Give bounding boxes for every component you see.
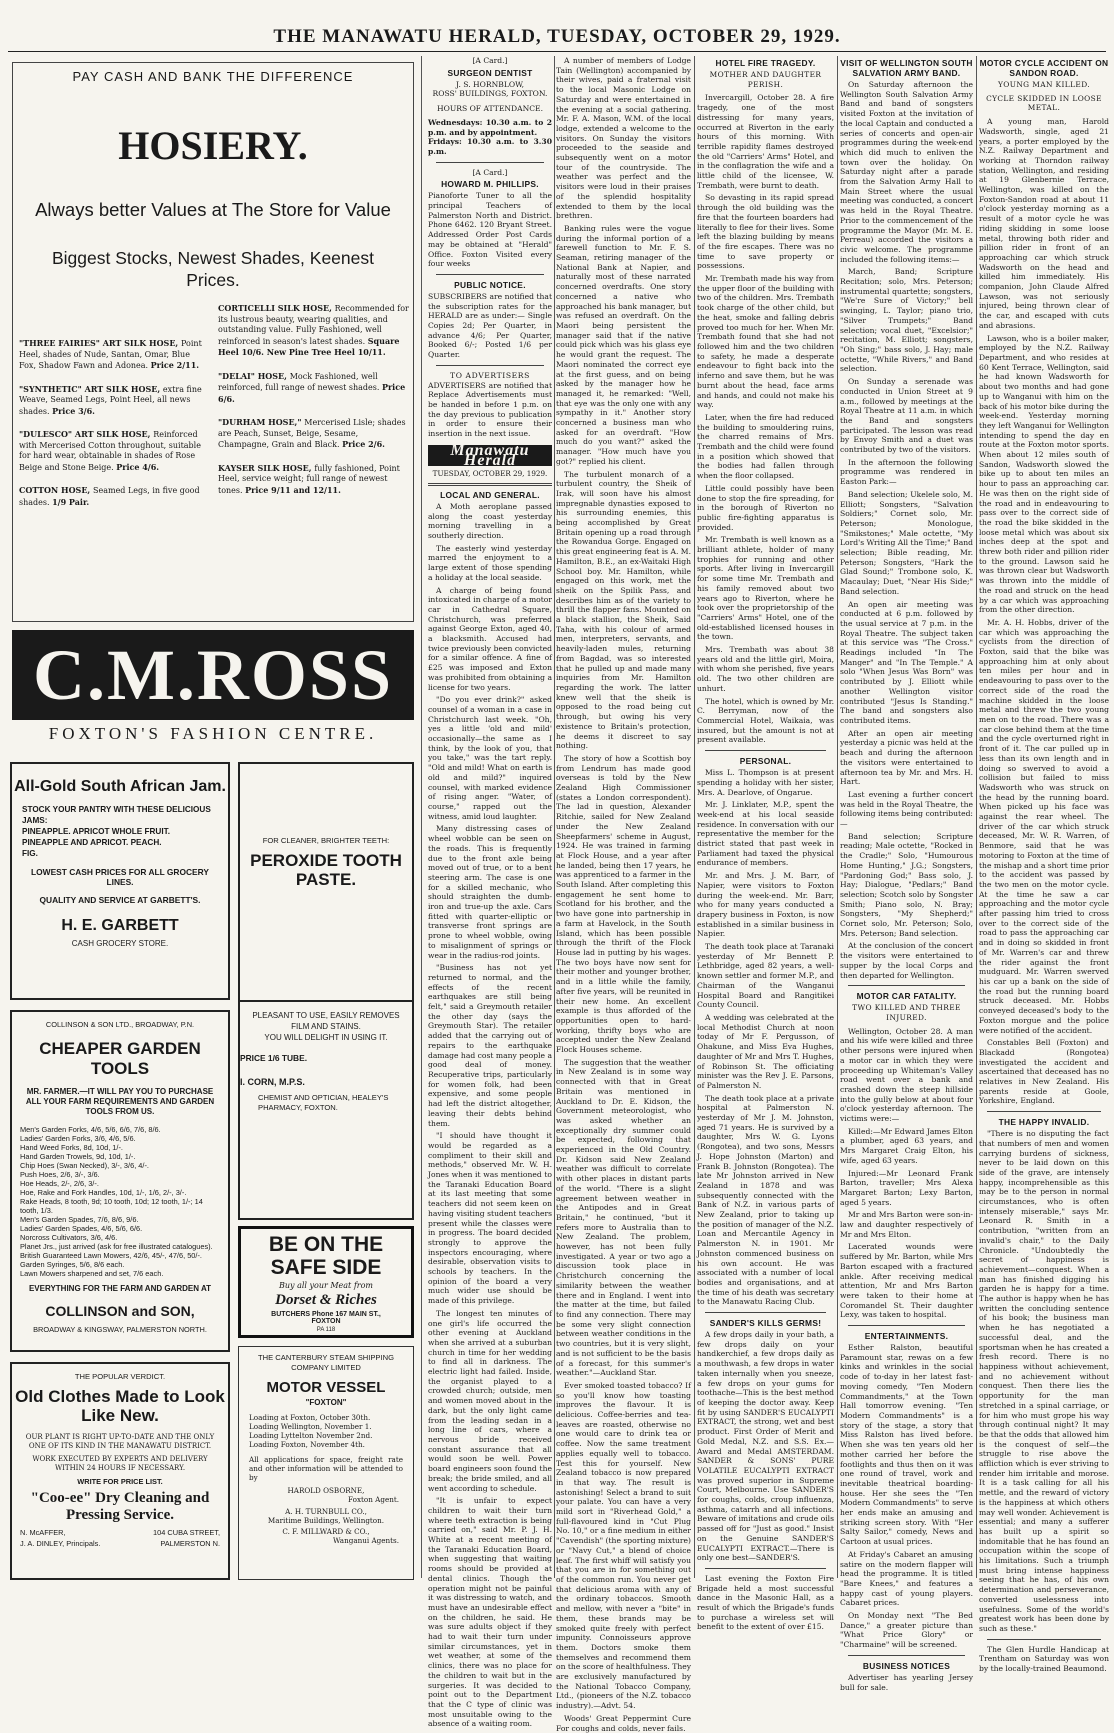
garden-item: British Guaranteed Lawn Mowers, 42/6, 45/-, 47/6, 50/-. [20,1251,202,1260]
peroxide-top: FOR CLEANER, BRIGHTER TEETH: [262,836,390,845]
card1-sub: J. S. HORNBLOW, [456,79,524,89]
hotel-fire-body [697,93,834,745]
garden-intro: MR. FARMER.—IT WILL PAY YOU TO PURCHASE ALL YOUR FARM REQUIREMENTS AND GARDEN TOOLS FROM US. [25,1087,215,1116]
local-general-body [428,502,552,1729]
garden-address: BROADWAY & KINGSWAY, PALMERSTON NORTH. [33,1325,207,1334]
hosiery-item [218,463,410,497]
news-paragraph: The death took place at a private hospital at Palmerston N. yesterday of Mr J. M. Johnston, aged 71 years. He is survived by a daughter, Mrs W. G. Lyons (Rongotea), and two sons, Messrs J. Hope Johnston (Marton) and Frank B. Johnston (Rongotea). The late Mr Johnston arrived in New Zealand in 1878 and was subsequently connected with the Bank of N.Z. in various parts of New Zealand, prior to taking up the position of manager of the N.Z. Loan and Mercantile Agency in Palmerston N. in 1901. Mr Johnston commenced business on his own account. He was associated with a number of local bodies and organisations, and at the time of his death was secretary to the Manawatu Racing Club. [697,1093,834,1307]
garden-item: Rake Heads, 8 tooth, 9d; 10 tooth, 10d; 12 tooth, 1/-; 14 tooth, 1/3. [20,1197,203,1215]
peroxide-seller: I. CORN, M.P.S. [240,1077,305,1087]
news-paragraph: A Moth aeroplane passed along the coast yesterday morning travelling in a southerly direction. [428,501,552,541]
hosiery-item-text: Reinforced with Mercerised Cotton throughout, suitable for hard wear, obtainable in shades of Rose Beige and Stone Beige. [19,430,201,472]
steam-vessel: "FOXTON" [305,1398,347,1407]
steam-agent3: C. F. MILLWARD & CO., [282,1527,370,1536]
steam-info: All applications for space, freight rate and other information will be attended to by [249,1455,403,1482]
hosiery-item-text: Mercerised Lisle; shades are Peach, Sunset, Beige, Sesame, Champagne, Grain and Black. [218,418,406,449]
news-paragraph: The turbulent monarch of a turbulent country, the Sheik of Irak, will soon have his almost impregnable dynasties exposed to his surrounding enemies, this being accomplished by Great Britain opening up a road through the Rowandua Gorge. Engaged on this great engineering feat is A. M. Hamilton, B.E., an ex-Waitaki High School boy. Mr. Hamilton, while engaged on this work, met the sheik on the Spilik Pass, and describes him as of the variety to thrill the flapper fans. Mounted on a black stallion, the Sheik, Said Taha, with his colour of armed men, interpreters, servants, and heavily-laden mules, returning from Bagdad, was so interested that he pulled up and made many inquiries from Mr. Hamilton regarding the work. The latter knew well that the sheik is opposed to the road being cut through, but owing his very existence to Britain's protection, he deems it discreet to say nothing. [556,469,691,751]
card2-name: HOWARD M. PHILLIPS. [441,179,539,190]
hosiery-item-price: Square Heel 10/6. New Pine Tree Heel 10/11. [218,335,400,357]
hosiery-item [19,338,209,372]
sanders-heading: SANDER'S KILLS GERMS! [709,1318,822,1329]
garden-item: Planet Jrs., just arrived (ask for free illustrated catalogues). [20,1242,213,1251]
column-rule [554,56,555,1578]
hosiery-item [218,303,410,359]
news-paragraph: Little could possibly have been done to stop the fire spreading, for in the borough of Riverton no public fire-fighting apparatus is provided. [697,483,834,532]
clothes-ad [10,1362,230,1580]
news-paragraph: A charge of being found intoxicated in charge of a motor car in Cathedral Square, Christchurch, was preferred against George Exton, aged 40, a blacksmith. Accused had twice previously been convicted for a similar offence. A fine of £25 was imposed and Exton was prohibited from obtaining a license for two years. [428,585,552,692]
column-3-body [556,56,691,1733]
news-paragraph: Lawson, who is a boiler maker, employed by the N.Z. Railway Department, and who resides at 60 Kent Terrace, Wellington, said he had known Wadsworth for about two months and had gone up to Wanganui with him on the back of his motor bike during the week-end. Yesterday morning they left Wanganui for Wellington intending to spend the day en route at the Foxton motor sports. When about 12 miles south of Sandon, Wadsworth slowed the bike up to about ten miles an hour to pass an approaching car. He was then on the right side of the road and in endeavouring to pass over to the correct side of the road the bike skidded in the loose metal which was about six inches deep at the spot and threw both rider and pillion rider to the ground. Lawson said he was thrown clear but Wadsworth was thrown into the middle of the road and struck on the head by a car which was approaching from the other direction. [979,333,1109,615]
garden-items [20,1125,220,1278]
news-paragraph: The story of how a Scottish boy from Lendrum has made good overseas is told by the New Zealand High Commissioner (states a London correspondent). The lad in question, Alexander Ritchie, sailed for New Zealand under the New Zealand Sheepfarmers' scheme in August, 1924. He was trained in farming at Flock House, and a year after he landed, being then 17 years, he was apprenticed to a farmer in the South Island. After completing this engagement he sent home to Scotland for his brother, and the two have gone into partnership in a farm at Havelock, in the South Island, which has been possible through the thrift of the Flock House lad in putting by his wages. The two boys have now sent for their mother and younger brother, and in a little while the family, after five years, will be reunited in their new home. An excellent example is thus afforded of the opportunities open to hard-working, thrifty boys who are accepted under the New Zealand Flock Houses scheme. [556,753,691,1055]
hosiery-item-price: Price 9/11 and 12/11. [245,484,341,495]
hotel-fire-subheading: MOTHER AND DAUGHTER PERISH. [709,70,822,89]
clothes-right2: PALMERSTON N. [160,1539,220,1548]
jam-ad [10,762,230,1000]
steam-title: MOTOR VESSEL [266,1379,386,1396]
clothes-left1: N. McAFFER, [20,1528,66,1537]
steam-agent1-sub: Foxton Agent. [348,1495,399,1504]
news-paragraph: Mrs. Trembath was about 38 years old and the little girl, Moira, with whom she perished, five years old. The two other children are unhurt. [697,645,834,693]
jam-line: PINEAPPLE. APRICOT WHOLE FRUIT. [22,827,170,836]
jam-title: All-Gold South African Jam. [14,778,226,795]
hosiery-item-price: Price 3/6. [52,405,95,416]
column-4 [697,56,834,1632]
fatality-body [840,1027,973,1320]
happy-invalid-heading: THE HAPPY INVALID. [998,1117,1090,1128]
news-paragraph: So devasting in its rapid spread through the old building was the fire that the fourteen boarders had literally to flee for their lives. Some left the blazing building by means of the fire escapes. There was no time to save property or possessions. [697,193,834,271]
clothes-l1: OUR PLANT IS RIGHT UP-TO-DATE AND THE ONLY ONE OF ITS KIND IN THE MANAWATU DISTRICT. [25,1433,215,1450]
hosiery-left-list [19,338,209,520]
steam-ad [238,1346,414,1580]
clothes-right1: 104 CUBA STREET, [153,1528,220,1537]
hosiery-ad [12,62,414,622]
motorcycle-sub2: CYCLE SKIDDED IN LOOSE METAL. [986,93,1102,113]
steam-agent1: HAROLD OSBORNE, [287,1486,365,1495]
peroxide-price: PRICE 1/6 TUBE. [240,1053,308,1063]
steam-schedule-line: Loading Foxton, November 4th. [249,1440,365,1449]
news-paragraph: Last evening a further concert was held in the Royal Theatre, the following items being contributed:— [840,789,973,829]
news-paragraph: At the conclusion of the concert the visitors were entertained to supper by the local Corps and then departed for Wellington. [840,941,973,980]
clothes-name: "Coo-ee" Dry Cleaning and Pressing Service. [30,1490,210,1523]
motorcycle-sub1: YOUNG MAN KILLED. [997,80,1091,89]
peroxide-line: YOU WILL DELIGHT IN USING IT. [264,1033,388,1042]
hosiery-item-text: extra fine Weave, Seamed Legs, Point Heel, all news shades. [19,384,202,416]
clothes-l2: WORK EXECUTED BY EXPERTS AND DELIVERY WITHIN 24 HOURS IF NECESSARY. [32,1455,208,1472]
steam-schedule-line: Loading Wellington, November 1. [249,1422,372,1431]
steam-agent3-sub: Wanganui Agents. [333,1536,399,1545]
column-6 [979,56,1109,1674]
news-paragraph: Later, when the fire had reduced the building to smouldering ruins, the charred remains of Mrs. Trembath and the child were found in a position which showed that the bodies had fallen through when the floor collapsed. [697,412,834,481]
news-paragraph: Esther Ralston, beautiful Paramount star, rewas on a few kinks and wrinkles in the social code of to-day in her latest fast-moving comedy, "Ten Modern Commandments," at the Town Hall tomorrow evening. "Ten Modern Commandments" is a story of the stage, a story that Miss Ralston has lived before. When she was ten years old her mother carried her before the footlights and thus then on it was one round of travel, work and inevitable theatrical boarding-house. Her she sees the "Ten Modern Commandments" to serve her ends make an amusing and striking screen story. With "Her Salty Sailor," comedy, News and Cartoon at usual prices. [840,1343,973,1547]
business-notice: Advertiser has yearling Jersey bull for sale. [840,1672,973,1692]
card2-text: Pianoforte Tuner to all the principal Teachers of Palmerston North and District. Phone 6462. 120 Bryant Street. Addressed Order Post Cards may be obtained at "Herald" Office. Foxton Visited every four weeks [428,191,552,269]
safe-detail: BUTCHERS Phone 167 MAIN ST., FOXTON [271,1311,381,1325]
advertisers-heading: TO ADVERTISERS [450,370,530,380]
paper-date: TUESDAY, OCTOBER 29, 1929. [432,469,548,479]
hosiery-item-text: Seamed Legs, in five good shades. [19,486,200,507]
motorcycle-body [979,117,1109,1106]
hosiery-item-text: fully fashioned, Point Heel, service weight; full range of newest tones. [218,463,400,495]
news-paragraph: On Sunday a serenade was conducted in Union Street at 9 a.m., followed by meetings at the Royal Theatre at 11 a.m. in which the Band and songsters participated. The lesson was read by Envoy Smith and a duet was contributed by two of the visitors. [840,377,973,455]
hosiery-sub: Biggest Stocks, Newest Shades, Keenest Prices. [52,248,374,290]
hosiery-item-price: Price 6/6. [218,382,406,404]
news-paragraph: Constables Bell (Foxton) and Blackadd (Rongotea) investigated the accident and ascertained that deceased has no relatives in New Zealand. His parents reside at Goole, Yorkshire, England. [979,1038,1109,1106]
news-paragraph: The hotel, which is owned by Mr. C. Berryman, now of the Commercial Hotel, Waikaia, was insured, but the amount is not at present available. [697,696,834,745]
news-paragraph: "It is unfair to expect children to wait their turn where teeth extraction is being carried on," said Mr. P. J. H. White at a recent meeting of the Taranaki Education Board, when suggesting that waiting rooms should be provided at dental clinics. Though the operation might not be painful it was distressing to watch, and must have an undesirable effect on the children, he said. He was sure adults object if they had to wait their turn under similar circumstances, yet in wet weather, at some of the clinics, there was no place for the children to wait but in the surgeries. It was decided to point out to the Department that the C type of clinic was most unsuitable owing to the absence of a waiting room. [428,1496,552,1729]
hosiery-item-price: 1/9 Pair. [52,496,90,507]
garden-item: Hoe Heads, 2/-, 2/6, 3/-. [20,1179,99,1188]
card1-label: [A Card.] [472,56,508,65]
hosiery-item [19,384,209,418]
hours-1: Wednesdays: 10.30 a.m. to 2 p.m. and by appointment. [428,117,552,137]
garden-item: Hand Garden Trowels, 9d, 10d, 1/-. [20,1152,136,1161]
garden-item: Hand Weed Forks, 8d, 10d, 1/-. [20,1143,123,1152]
peroxide-title: PEROXIDE TOOTH PASTE. [250,851,402,889]
news-paragraph: Injured:—Mr Leonard Frank Barton, traveller; Mrs Alexa Margaret Barton; Lexy Barton, aged 5 years. [840,1168,973,1207]
garden-item: Chip Hoes (Swan Necked), 3/-, 3/6, 4/-. [20,1161,149,1170]
news-paragraph: "Do you ever drink?" asked counsel of a woman in a case in Christchurch last week. "Oh, yes a little 'old and mild' occasionally—the same as I think, by the look of you, that you take," was the tart reply. "Old and mild! What on earth is old and mild?" inquired counsel, with marked evidence of rising anger. "Water, of course," rapped out the witness, amid loud laughter. [428,695,552,821]
column-5 [840,56,973,1692]
entertainments-heading: ENTERTAINMENTS. [864,1331,949,1342]
jam-line: FIG. [22,849,38,858]
garden-item: Ladies' Garden Spades, 4/6, 5/6, 6/6. [20,1224,143,1233]
hosiery-item-price: Price 4/6. [116,461,160,472]
entertainments-body [840,1343,973,1650]
news-paragraph: Mr. Trembath made his way from the upper floor of the building with two of the children. Mrs. Trembath took charge of the other child, but the heat, smoke and falling debris proved too much for her. When Mr. Trembath found that she had not followed him and the two children to safety, he made a desperate endeavour to fight back into the inferno and save them, but he was burnt about the head, face arms and hands, and could not make his way. [697,274,834,410]
hosiery-item-price: Price 2/11. [150,360,200,370]
news-paragraph: Mr. J. Linklater, M.P., spent the week-end at his local seaside residence. In conversation with our representative the member for the district stated that past week in Parliament had taxed the physical endurance of members. [697,800,834,868]
safe-firm: Dorset & Riches [275,1292,377,1308]
news-paragraph: Lacerated wounds were suffered by Mr. Barton, while Mrs Barton escaped with a fractured ankle. After receiving medical attention, Mr and Mrs Barton were taken to their home at Coromandel St. Their daughter Lexy, was taken to hospital. [840,1242,973,1320]
garden-item: Men's Garden Spades, 7/6, 8/6, 9/6. [20,1215,139,1224]
steam-schedule-line: Loading Lyttelton November 2nd. [249,1431,373,1440]
peroxide-ad-lower [238,1000,414,1220]
news-paragraph: Miss L. Thompson is at present spending a holiday with her sister, Mrs. A. Dearlove, of Ongarue. [697,768,834,797]
news-paragraph: On Monday next "The Bed Dance," a greater picture than "What Price Glory" or "Charmaine" will be screened. [840,1611,973,1650]
garden-item: Men's Garden Forks, 4/6, 5/6, 6/6, 7/6, 8/6. [20,1125,161,1134]
business-notices-heading: BUSINESS NOTICES [862,1660,951,1671]
news-paragraph: Mr. Trembath is well known as a brilliant athlete, holder of many trophies for running and other sports. After living in Invercargill for some time Mr. Trembath and his family removed about two years ago to Riverton, where he took over the proprietorship of the "Carriers' Arms" Hotel, one of the old-established licensed houses in the town. [697,535,834,642]
news-paragraph: "Business has not yet returned to normal, and the effects of the recent earthquakes are still being felt," said a Greymouth retailer the other day (says the Greymouth Star). The retailer added that the carrying out of repairs to the earthquake damage had cost many people a good deal of money. Recuperative trips, particularly for women folk, had been expensive, and some people had left the district altogether, leaving their debts behind them. [428,963,552,1128]
hosiery-banner: PAY CASH AND BANK THE DIFFERENCE [72,69,354,84]
jam-prices: LOWEST CASH PRICES FOR ALL GROCERY LINES. [31,867,209,887]
clothes-title: Old Clothes Made to Look Like New. [15,1387,225,1425]
news-paragraph: Banking rules were the vogue during the informal portion of a farewell function to Mr. F. S. Seaman, retiring manager of the National Bank at Napier, and naturally most of these narrated concerned overdrafts. One story concerned a native who approached his bank manager, but was refused an overdraft. On the Maori being persistent the manager said that if the native could pick which was his glass eye he would grant the request. The Maori nominated the correct eye at the first guess, and on being asked by the manager how he managed it, he remarked: "Well, that eye was the only one with any sympathy in it." Another story concerned a business man who asked for an overdraft. "How much do you want?" asked the manager. "How much have you got?" replied his client. [556,223,691,466]
ross-tagline: FOXTON'S FASHION CENTRE. [48,724,378,743]
garden-title: CHEAPER GARDEN TOOLS [39,1039,201,1078]
ross-logo: C.M.ROSS [12,630,414,720]
garden-item: Norcross Cultivators, 3/6, 4/6. [20,1233,118,1242]
garden-item: Push Hoes, 2/6, 3/-, 3/6. [20,1170,100,1179]
garden-ad [10,1010,230,1352]
news-paragraph: After an open air meeting yesterday a picnic was held at the beach and during the afternoon the visitors were entertained to afternoon tea by Mr. and Mrs. H. Hart. [840,728,973,787]
garden-everything: EVERYTHING FOR THE FARM AND GARDEN AT [28,1284,212,1293]
safe-buy: Buy all your Meat from [278,1281,374,1290]
jam-store-sub: CASH GROCERY STORE. [71,939,169,948]
personal-heading: PERSONAL. [739,756,792,767]
peroxide-line: PLEASANT TO USE, EASILY REMOVES FILM AND STAINS. [252,1011,400,1031]
jam-line: STOCK YOUR PANTRY WITH THESE DELICIOUS JAMS: [22,805,211,825]
public-notice-heading: PUBLIC NOTICE. [454,279,526,290]
salvation-army-body [840,80,973,980]
hosiery-item-name: "SYNTHETIC" ART SILK HOSE, [19,383,163,394]
garden-firm: COLLINSON and SON, [45,1303,195,1319]
jam-store: H. E. GARBETT [61,917,179,934]
hosiery-item-name: "DURHAM HOSE," [218,417,305,427]
news-paragraph: Ever smoked toasted tobacco? If so you'll know how toasting improves the flavour. It is delicious. Coffee-berries and tea-leaves are roasted, otherwise no one would care to drink tea or coffee. Now the same treatment applies equally well to tobacco. Test this for yourself. New Zealand tobacco is now prepared in that way. The result is astonishing! Select a brand to suit your palate. You can have a very mild sort in "Riverhead Gold," a full-flavoured kind in "Cut Plug No. 10," or a fine medium in either "Cavendish" (the sporting mixture) or "Navy Cut," a blend of choice leaf. The first whiff will satisfy you that you are in for something out of the common run. You never get that delicious aroma with any of the ordinary tobaccos. Smooth and mellow, with never a "bite" in them, these brands may be smoked quite freely with perfect impunity. Connoisseurs approve them. Doctors smoke them themselves and recommend them on the score of healthfulness. They are exclusively manufactured by the National Tobacco Company, Ltd., (pioneers of the N.Z. tobacco industry).—Advt. 54. [556,1380,691,1711]
fatality-subheading: TWO KILLED AND THREE INJURED. [852,1003,961,1022]
clothes-l3: WRITE FOR PRICE LIST. [77,1477,163,1486]
card1-building: ROSS' BUILDINGS, FOXTON. [432,89,548,99]
news-paragraph: The suggestion that the weather in New Zealand is in some way connected with that in Great Britain was mentioned in Auckland to Dr. E. Kidson, the Government meteorologist, who was asked whether an exceptionally dry summer could be expected, following that experienced in the Old Country. Dr. Kidson said New Zealand weather was difficult to correlate with other places in distant parts of the world. "There is a slight agreement between weather in the Antipodes and in Great Britain," he continued, "but it refers more to Australia than to New Zealand. The problem, however, has not been fully investigated. A year or two ago a discussion took place in Christchurch concerning the similarity between the weather there and in England. I went into the matter at the time, but failed to find any connection. There may be some very slight connection between weather conditions in the two countries, but it is very slight, and is not sufficient to be the basis of a forecast, for this summer's weather."—Auckland Star. [556,1057,691,1378]
news-paragraph: Invercargill, October 28. A fire tragedy, one of the most distressing for many years, occurred at Riverton in the early hours of this morning. With terrible rapidity flames destroyed the old "Carriers' Arms" Hotel, and in the conflagration the wife and a little child of the licensee, W. Trembath, were burnt to death. [697,93,834,190]
clothes-left2: J. A. DINLEY, Principals. [20,1539,101,1548]
garden-item: Lawn Mowers sharpened and set, 7/6 each. [20,1269,164,1278]
garden-item: Garden Syringes, 5/6, 8/6 each. [20,1260,125,1269]
fatality-heading: MOTOR CAR FATALITY. [856,991,957,1002]
news-paragraph: The longest ten minutes of one girl's life occurred the other evening at Auckland when she arrived at a suburban church in time for her wedding to find all in darkness. The electric light had failed. Inside, the organist played to a crowded church; outside, men and women moved about in the dark, but the only light came from the leading sedan in a long line of cars, where a nervous bride received constant assurance that all would soon be well. Power board engineers soon found the break; the bride smiled, and all went according to schedule. [428,1308,552,1493]
clothes-top: THE POPULAR VERDICT. [74,1372,166,1381]
hosiery-item [218,417,410,451]
happy-invalid-body: "There is no disputing the fact that numbers of men and women carrying burdens of sickness, never to be laid down on this side of the grave, are intensely happy, incomprehensible as this may be to the person in normal circumstances, who is often intensely miserable," says Mr. Leonard R. Smith in a contribution, "written from an invalid's chair," to the Daily Chronicle. "Undoubtedly the secret of happiness is achievement—conquest. When a man has finished digging his garden he is happy for a time. The author is happy when he has written the concluding sentence of his book; the business man when he has negotiated a successful deal, and the sportsman when he has created a fresh record. There is no happiness without achievement, and no achievement without conquest. Then there lies the opportunity for the man stretched in a spinal carriage, or for him who must grope his way through continual night? It may be that the odds that allowed him is the conquest of self—the struggle to rise above the affliction which is ever striving to render him irritable and morose. It is a task calling for all his mettle, and the reward of victory is the happiness at which others may well wonder. Achievement is essential; and many a sufferer has built up a spirit so indomitable that he has found an occupation within the scope of his limitations. Such a triumph must bring intense happiness seeing that he has, of his own determination and perseverance, converted uselessness into usefulness. Some of the world's greatest work has been done by such as these." [979,1129,1109,1633]
column-2 [428,56,552,1729]
news-paragraph: Mr. A. H. Hobbs, driver of the car which was approaching the cyclists from the direction of Foxton, said that the bike was approaching him at only about ten miles per hour and in endeavouring to pass over to the correct side of the road the machine skidded in the loose metal and threw the two young men on to the road. There was a car close behind them at the time and the cycle overturned right in front of it. The car pulled up in less than its own length and in doing so swerved to avoid a collision but failed to miss Wadsworth who was struck on the head by the running board. When picked up his face was against the rear wheel. The driver of the car which struck deceased, Mr. W. R. Warren, of Benmore, said that he was motoring to Foxton at the time of the mishap and a short time prior to the accident was passed by the two men on the motor cycle. At the time he saw a car approaching and the motor cycle after passing him tried to cross over to the correct side of the road to pass the approaching car and in doing so skidded in front of Mr. Warren's car and threw the rider against the front mudguard. Mr. Warren swerved his car up a bank on the side of the road but the running board struck deceased. Mr. Hobbs conveyed deceased's body to the Foxton morgue and the police were notified of the accident. [979,617,1109,1035]
hosiery-item [218,371,410,406]
news-paragraph: March, Band; Scripture Recitation; solo, Mrs. Peterson; instrumental quartette; songsters, "We're Sure of Victory;" bell swinging, L. Taylor; piano trio, "Silver Trumpets;" Band selection; vocal duet, "Excelsior;" recitation, M. Elliott; songsters, "Oh Sing;" bass solo, J. Hay; male octette, "While Rivers," and Band selection. [840,267,973,374]
news-paragraph: Mr and Mrs Barton were son-in-law and daughter respectively of Mr and Mrs Elton. [840,1210,973,1239]
hosiery-item-name: "DULESCO" ART SILK HOSE, [19,429,154,439]
news-paragraph: Woods' Great Peppermint Cure For coughs and colds, never fails. [556,1713,691,1733]
news-paragraph: A number of members of Lodge Tain (Wellington) accompanied by their wives, paid a fraternal visit to the local Masonic Lodge on Saturday and were entertained in the evening at a social gathering. Mr. F. A. Mason, W.M. of the local lodge, extended a welcome to the visitors. On Sunday the visitors proceeded to the seaside and subsequently went on a motor tour of the countryside. The weather was perfect and the visitors were loud in their praises of the splendid hospitality extended to them by the local brethren. [556,56,691,221]
safe-code: PA 118 [316,1327,336,1333]
news-paragraph: The death took place at Taranaki yesterday of Mr Bennett P. Lethbridge, aged 82 years, a well-known settler and former M.P., and Chairman of the Wanganui Hospital Board and Rangitikei County Council. [697,942,834,1010]
jam-line: PINEAPPLE AND APRICOT. PEACH. [22,838,162,847]
hosiery-item [19,485,209,508]
glen-hurdle-note: The Glen Hurdle Handicap at Trentham on Saturday was won by the locally-trained Beaumond. [979,1644,1109,1674]
public-notice: SUBSCRIBERS are notified that the subscription rates for the HERALD are as under:— Single Copies 2d; Per Quarter, in advance 4/6; Per Quarter, Booked 6/-; Posted 1/6 per Quarter. [428,291,552,360]
sanders-body: A few drops daily in your bath, a few drops daily on your handkerchief, a few drops daily as a mouthwash, a few drops in water taken internally when you sneeze, a few drops on your gums for toothache—This is the best method of keeping the doctor away. Keep fit by using SANDER'S EUCALYPTI EXTRACT, the strong, wet and best product. First Order of Merit and Gold Medal, N.Z. and S.S. Ex.—Award and Medal AMSTERDAM. SANDER & SONS' PURE VOLATILE EUCALYPTI EXTRACT was proved superior in Supreme Court, Melbourne. Use SANDER'S for coughs, colds, croup influenza, asthma, catarrh and all infections. Beware of imitations and crude oils passed off for "Just as good." Insist on the Genuine SANDER'S EUCALYPTI EXTRACT.—There is only one best—SANDER'S. [697,1330,834,1563]
hours-2: Fridays: 10.30 a.m. to 3.30 p.m. [428,137,552,156]
motorcycle-heading: MOTOR CYCLE ACCIDENT ON SANDON ROAD. [979,58,1109,78]
hosiery-item-text: Point Heel, shades of Nude, Santan, Omar, Blue Fox, Shadow Fawn and Adonea. [19,339,202,370]
paper-nameplate: Manawatu Herald [428,445,552,466]
news-paragraph: Band selection; Scripture reading; Male octette, "Rocked in the Cradle;" Solo, "Humourous Home Hunting," J.G.; Songsters, "Pardoning God;" Bass solo, J. Hay; Dialogue, "Pedlars;" Band selection; Scotch solo by Songster Smith; Piano solo, N. Bray; Songsters, "My Shepherd;" Cornet solo, Mr. Peterson; Solo, Mrs. Peterson; Band selection. [840,831,973,938]
news-paragraph: An open air meeting was conducted at 6 p.m. followed by the usual service at 7 p.m. in the Royal Theatre. The subject taken at this service was "The Cross." Readings included "In The Manger" and "In The Temple." A solo "When Jesus Was Born" was contributed by J. Elliott while another Wellington visitor contributed "Jesus Is Standing." The band and songsters also contributed items. [840,599,973,725]
salvation-army-heading: VISIT OF WELLINGTON SOUTH SALVATION ARMY BAND. [840,58,973,78]
top-rule [8,51,1106,52]
news-paragraph: On Saturday afternoon the Wellington South Salvation Army Band and band of songsters visited Foxton at the invitation of the local Captain and conducted a series of concerts and open-air programmes during the week-end which did much to enliven the town over the holiday. On Saturday night after a parade from the Salvation Army Hall to Main Street where the usual meeting was conducted, a concert was held in the Royal Theatre. Prior to the commencement of the programme the Mayor (Mr. M. E. Perreau) accorded the visitors a civic welcome. The programme included the following items:— [840,80,973,264]
hotel-fire-heading: HOTEL FIRE TRAGEDY. [715,58,816,68]
news-paragraph: Band selection; Ukelele solo, M. Elliott; Songsters, "Salvation Soldiers;" Cornet solo, Mr. Peterson; Monologue, "Smikstones;" Male octette, "My Lord's Writing All the Time;" Band selection; Bible reading, Mr. Peterson; Songsters, "Hark the Glad Sound;" Trombone solo, K. Macaulay; Duet, "Near His Side;" Band selection. [840,489,973,596]
hosiery-item-name: "THREE FAIRIES" ART SILK HOSE, [19,338,181,348]
news-paragraph: The easterly wind yesterday marred the enjoyment to a large extent of those spending a holiday at the local seaside. [428,543,552,582]
hosiery-title: HOSIERY. [118,123,308,168]
hosiery-right-list [218,303,410,508]
fire-brigade-note: Last evening the Foxton Fire Brigade held a most successful dance in the Masonic Hall, as a result of which the Brigade's funds to purchase a wireless set will benefit to the extent of over £15. [697,1573,834,1632]
hours-heading: HOURS OF ATTENDANCE. [436,104,543,114]
garden-item: Hoe, Rake and Fork Handles, 10d, 1/-, 1/6, 2/-, 3/-. [20,1188,187,1197]
news-paragraph: At Friday's Cabaret an amusing satire on the modern flapper will head the programme. It is titled "Bare Knees," and features a happy cast of young players. Cabaret prices. [840,1549,973,1608]
hosiery-item-price: Price 2/6. [342,439,385,449]
masthead: THE MANAWATU HERALD, TUESDAY, OCTOBER 29, 1929. [273,26,841,47]
news-paragraph: Mr. and Mrs. J. M. Barr, of Napier, were visitors to Foxton during the week-end. Mr. Barr, who for many years conducted a drapery business in Foxton, is now established in a similar business in Napier. [697,871,834,939]
local-general-heading: LOCAL AND GENERAL. [440,489,540,500]
peroxide-seller-sub: CHEMIST AND OPTICIAN, HEALEY'S PHARMACY, FOXTON. [258,1093,389,1112]
card2-label: [A Card.] [472,167,508,177]
hosiery-slogan: Always better Values at The Store for Value [35,199,391,220]
safe-side-ad [238,1226,414,1338]
steam-agent2-sub: Maritime Buildings, Wellington. [267,1516,385,1525]
jam-lines [22,804,218,859]
garden-top: COLLINSON & SON LTD., BROADWAY, P.N. [45,1020,195,1029]
jam-service: QUALITY AND SERVICE AT GARBETT'S. [39,895,201,905]
hosiery-item-name: CORTICELLI SILK HOSE, [218,303,335,313]
news-paragraph: Wellington, October 28. A man and his wife were killed and three other persons were injured when a motor car in which they were proceeding up Whiteman's Valley road went over a bank and crashed down the steep hillside into the gully below at about four o'clock yesterday afternoon. The victims were:— [840,1026,973,1124]
hosiery-item [19,429,209,473]
column-rule [694,56,695,1578]
column-rule [421,56,422,1578]
news-paragraph: Many distressing cases of wheel wobble can be seen on the roads. This is frequently due to the front axle being moved out of true, or to a bent steering arm. The case is one for a skilled mechanic, who should straighten the dumb-iron and true-up the axle. Cars fitted with quarter-elliptic or transverse front springs are prone to wheel wobble, owing to misalignment of springs or wear in the radius-rod joints. [428,824,552,960]
garden-item: Ladies' Garden Forks, 3/6, 4/6, 5/6. [20,1134,136,1143]
hosiery-item-text: Recommended for its lustrous beauty, wearing qualities, and outstanding value. Fully Fashioned, well reinforced in season's latest shades. [218,304,409,346]
advertisers-notice: ADVERTISERS are notified that Replace Advertisements must be handed in before 1 p.m. on the day previous to publication in order to ensure their insertion in the next issue. [428,380,552,439]
peroxide-ad [238,762,414,1002]
safe-title: BE ON THE SAFE SIDE [268,1233,384,1279]
hosiery-item-name: COTTON HOSE, [19,485,93,495]
hosiery-item-text: Mock Fashioned, well reinforced, full range of newest shades. [218,371,382,392]
news-paragraph: A young man, Harold Wadsworth, single, aged 21 years, a porter employed by the N.Z. Railway Department and working at Thorndon railway station, Wellington, and residing at 19 Glenbernie Terrace, Wellington, was killed on the Foxton-Sandon road at about 11 o'clock yesterday morning as a result of a motor cycle he was riding skidding in some loose metal, throwing both rider and pillion rider in front of an approaching car which struck Wadsworth on the head and killed him immediately. His companion, John Claude Alfred Lawson, was not seriously injured, being thrown clear of the car, and escaped with cuts and abrasions. [979,117,1109,330]
news-paragraph: "I should have thought it would be regarded as a compliment to their skill and methods," observed Mr. W. H. Jones when it was mentioned to the Taranaki Education Board at its last meeting that some teachers did not seem keen on having visiting student teachers present while the classes were in progress. The board decided strongly to approve the inspectors encouraging, where desirable, observation visits to schools by teachers. In the opinion of the board a very much wider use should be made of this privilege. [428,1131,552,1306]
news-paragraph: Killed:—Mr Edward James Elton a plumber, aged 63 years, and Mrs Margaret Craig Elton, his wife, aged 63 years. [840,1126,973,1165]
steam-schedule-line: Loading at Foxton, October 30th. [249,1413,371,1422]
column-3 [556,56,691,1733]
personal-body [697,768,834,1307]
steam-agent2: A. H. TURNBULL CO., [285,1507,367,1516]
news-paragraph: In the afternoon the following programme was rendered in Easton Park:— [840,457,973,487]
news-paragraph: A wedding was celebrated at the local Methodist Church at noon today of Mr F. Pergusson, of Ohakune, and Miss Eva Hughes, daughter of Mr and Mrs T. Hughes, of Robinson St. The officiating minister was the Rev J. E. Parsons, of Palmerston N. [697,1012,834,1090]
column-rule [976,56,977,1578]
column-rule [837,56,838,1578]
steam-top: THE CANTERBURY STEAM SHIPPING COMPANY LIMITED [257,1353,394,1372]
card1-name: SURGEON DENTIST [447,67,533,78]
hosiery-item-name: KAYSER SILK HOSE, [218,462,315,473]
hosiery-item-name: "DELAI" HOSE, [218,370,290,381]
steam-schedule [249,1413,403,1449]
peroxide-lines [252,1010,400,1043]
